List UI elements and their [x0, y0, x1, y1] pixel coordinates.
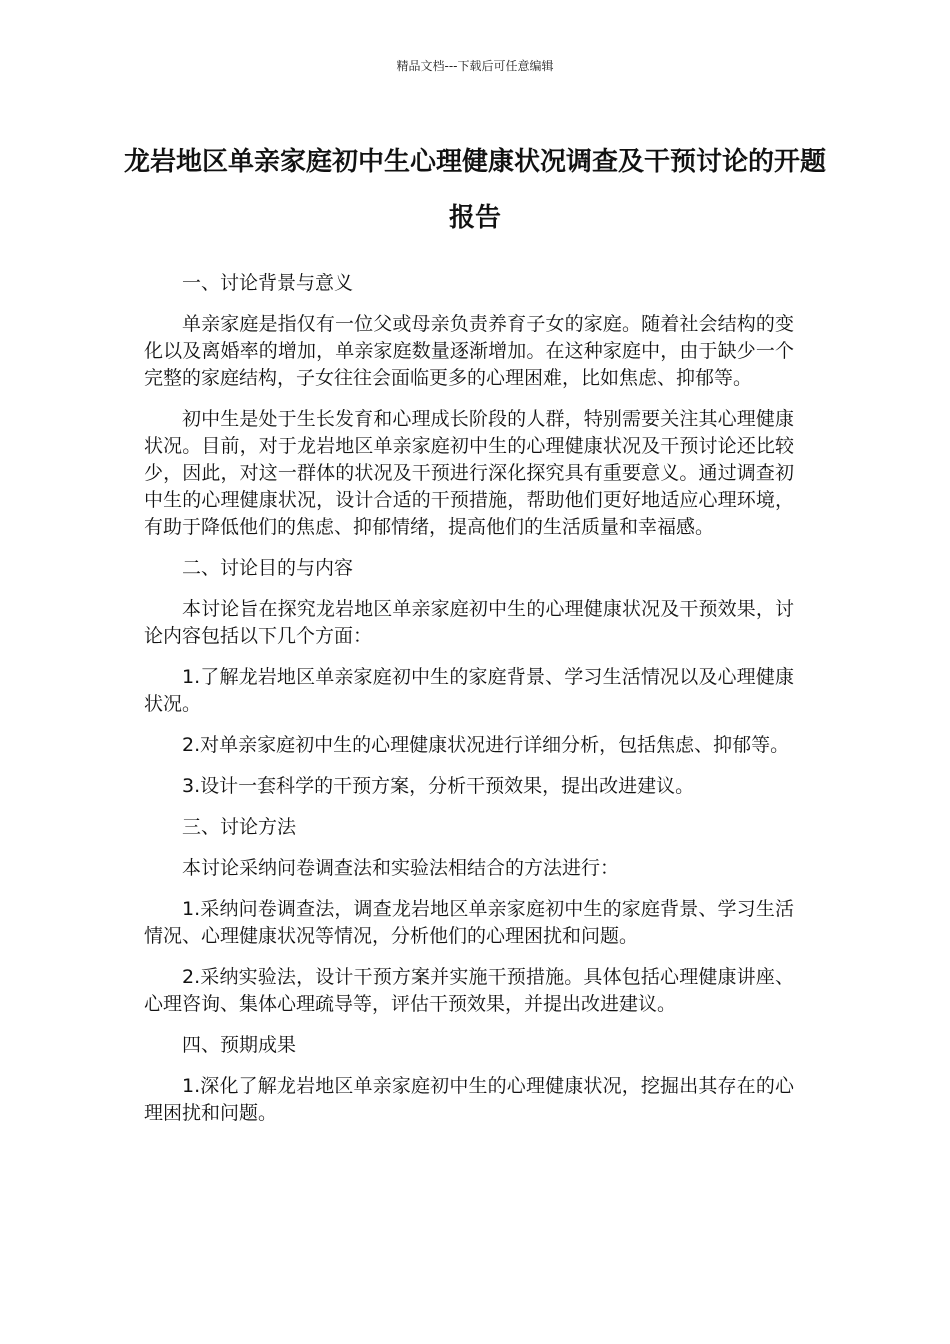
list-item-method-2: 2.采纳实验法，设计干预方案并实施干预措施。具体包括心理健康讲座、心理咨询、集体心理疏导等，评估干预效果，并提出改进建议。	[144, 966, 794, 1015]
section-heading-outcomes: 四、预期成果	[182, 1034, 297, 1056]
list-item-method-1: 1.采纳问卷调查法，调查龙岩地区单亲家庭初中生的家庭背景、学习生活情况、心理健康状况等情况，分析他们的心理困扰和问题。	[144, 898, 794, 947]
paragraph-purpose-intro: 本讨论旨在探究龙岩地区单亲家庭初中生的心理健康状况及干预效果，讨论内容包括以下几个方面：	[144, 598, 794, 647]
list-item-purpose-1: 1.了解龙岩地区单亲家庭初中生的家庭背景、学习生活情况以及心理健康状况。	[144, 666, 794, 715]
list-item-outcomes-1: 1.深化了解龙岩地区单亲家庭初中生的心理健康状况，挖掘出其存在的心理困扰和问题。	[144, 1075, 794, 1124]
document-title: 龙岩地区单亲家庭初中生心理健康状况调查及干预讨论的开题报告	[123, 147, 826, 233]
paragraph-background-1: 单亲家庭是指仅有一位父或母亲负责养育子女的家庭。随着社会结构的变化以及离婚率的增加，单亲家庭数量逐渐增加。在这种家庭中，由于缺少一个完整的家庭结构，子女往往会面临更多的心理困难，比如焦虑、抑郁等。	[144, 313, 794, 389]
section-heading-purpose: 二、讨论目的与内容	[182, 557, 354, 579]
section-heading-method: 三、讨论方法	[182, 816, 297, 838]
paragraph-background-2: 初中生是处于生长发育和心理成长阶段的人群，特别需要关注其心理健康状况。目前，对于龙岩地区单亲家庭初中生的心理健康状况及干预讨论还比较少，因此，对这一群体的状况及干预进行深化探究具有重要意义。通过调查初中生的心理健康状况，设计合适的干预措施，帮助他们更好地适应心理环境，有助于降低他们的焦虑、抑郁情绪，提高他们的生活质量和幸福感。	[144, 408, 794, 538]
header-note: 精品文档---下载后可任意编辑	[396, 59, 554, 73]
list-item-purpose-3: 3.设计一套科学的干预方案，分析干预效果，提出改进建议。	[182, 775, 695, 797]
document-body	[144, 270, 794, 1141]
section-heading-background: 一、讨论背景与意义	[182, 272, 354, 294]
list-item-purpose-2: 2.对单亲家庭初中生的心理健康状况进行详细分析，包括焦虑、抑郁等。	[182, 734, 790, 756]
paragraph-method-intro: 本讨论采纳问卷调查法和实验法相结合的方法进行：	[182, 857, 620, 879]
